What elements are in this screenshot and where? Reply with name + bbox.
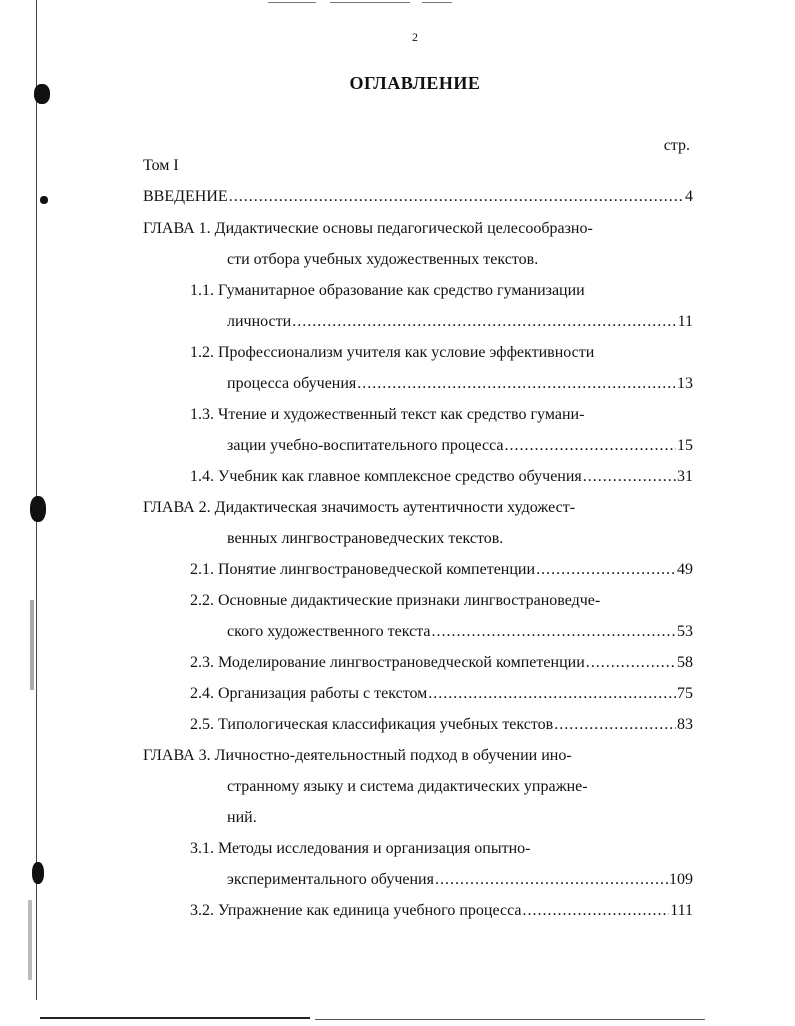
- section-1-3-title: 1.3. Чтение и художественный текст как средство гумани-: [190, 406, 585, 423]
- toc-entry-page: 15: [677, 437, 693, 454]
- toc-entry-2-4: [190, 683, 693, 705]
- chapter-1-heading: ГЛАВА 1. Дидактические основы педагогической целесообразно-: [143, 220, 593, 237]
- toc-entry-page: 53: [677, 623, 693, 640]
- toc-entry-1-4: [190, 466, 693, 488]
- chapter-3-heading-cont: странному языку и система дидактических упражне-: [227, 778, 588, 795]
- toc-entry-title: 2.3. Моделирование лингвострановедческой компетенции: [190, 654, 585, 671]
- toc-entry-title: 2.1. Понятие лингвострановедческой компетенции: [190, 561, 536, 578]
- toc-entry-1-1: [227, 311, 693, 333]
- ink-blot: [32, 862, 44, 884]
- dot-leader: [229, 186, 684, 208]
- ink-blot: [30, 496, 46, 522]
- dot-leader: [504, 435, 676, 457]
- scan-bottom-rule: [315, 1019, 705, 1020]
- toc-entry-3-1: [227, 869, 693, 891]
- toc-entry-page: 58: [677, 654, 693, 671]
- dot-leader: [428, 683, 676, 705]
- dot-leader: [435, 869, 668, 891]
- toc-entry-title: 2.4. Организация работы с текстом: [190, 685, 428, 702]
- chapter-2-heading-cont: венных лингвострановедческих текстов.: [227, 530, 504, 547]
- page-title: ОГЛАВЛЕНИЕ: [349, 73, 481, 93]
- toc-entry-page: 11: [677, 313, 693, 330]
- page-column-label: стр.: [663, 137, 690, 154]
- toc-entry-title: 1.4. Учебник как главное комплексное средство обучения: [190, 468, 582, 485]
- section-1-2-title: 1.2. Профессионализм учителя как условие эффективности: [190, 344, 595, 361]
- toc-entry-page: 111: [670, 902, 693, 919]
- volume-label: Том I: [143, 157, 179, 174]
- toc-entry-2-2: [227, 621, 693, 643]
- toc-entry-title: ского художественного текста: [227, 623, 431, 640]
- dot-leader: [522, 900, 669, 922]
- toc-entry-page: 31: [677, 468, 693, 485]
- toc-entry-page: 83: [677, 716, 693, 733]
- toc-entry-title: личности: [227, 313, 292, 330]
- dot-leader: [357, 373, 676, 395]
- scan-top-mark: [330, 2, 410, 3]
- scan-top-mark: [422, 2, 452, 3]
- dot-leader: [583, 466, 676, 488]
- toc-entry-2-1: [190, 559, 693, 581]
- toc-entry-2-5: [190, 714, 693, 736]
- toc-entry-1-2: [227, 373, 693, 395]
- toc-entry-title: ВВЕДЕНИЕ: [143, 188, 228, 205]
- dot-leader: [536, 559, 676, 581]
- dot-leader: [554, 714, 676, 736]
- section-2-2-title: 2.2. Основные дидактические признаки лингвострановедче-: [190, 592, 601, 609]
- toc-entry-title: зации учебно-воспитательного процесса: [227, 437, 504, 454]
- scan-smudge: [30, 600, 34, 690]
- toc-entry-title: экспериментального обучения: [227, 871, 434, 888]
- scan-smudge: [28, 900, 32, 980]
- toc-entry-page: 4: [685, 188, 693, 205]
- dot-leader: [586, 652, 676, 674]
- toc-entry-title: процесса обучения: [227, 375, 357, 392]
- dot-leader: [432, 621, 677, 643]
- section-3-1-title: 3.1. Методы исследования и организация опытно-: [190, 840, 531, 857]
- toc-entry-intro: [143, 186, 693, 208]
- scan-top-mark: [268, 2, 316, 3]
- page-number: 2: [412, 30, 418, 44]
- toc-entry-3-2: [190, 900, 693, 922]
- chapter-3-heading: ГЛАВА 3. Личностно-деятельностный подход в обучении ино-: [143, 747, 572, 764]
- toc-entry-page: 13: [677, 375, 693, 392]
- dot-leader: [292, 311, 676, 333]
- toc-entry-1-3: [227, 435, 693, 457]
- ink-blot: [40, 196, 48, 204]
- toc-entry-title: 2.5. Типологическая классификация учебных текстов: [190, 716, 554, 733]
- toc-entry-page: 109: [669, 871, 693, 888]
- section-1-1-title: 1.1. Гуманитарное образование как средство гуманизации: [190, 282, 585, 299]
- toc-entry-title: 3.2. Упражнение как единица учебного процесса: [190, 902, 522, 919]
- toc-entry-page: 49: [677, 561, 693, 578]
- chapter-3-heading-cont: ний.: [227, 809, 257, 826]
- chapter-1-heading-cont: сти отбора учебных художественных текстов.: [227, 251, 539, 268]
- scan-bottom-rule: [40, 1017, 310, 1019]
- toc-entry-2-3: [190, 652, 693, 674]
- toc-entry-page: 75: [677, 685, 693, 702]
- chapter-2-heading: ГЛАВА 2. Дидактическая значимость аутентичности художест-: [143, 499, 576, 516]
